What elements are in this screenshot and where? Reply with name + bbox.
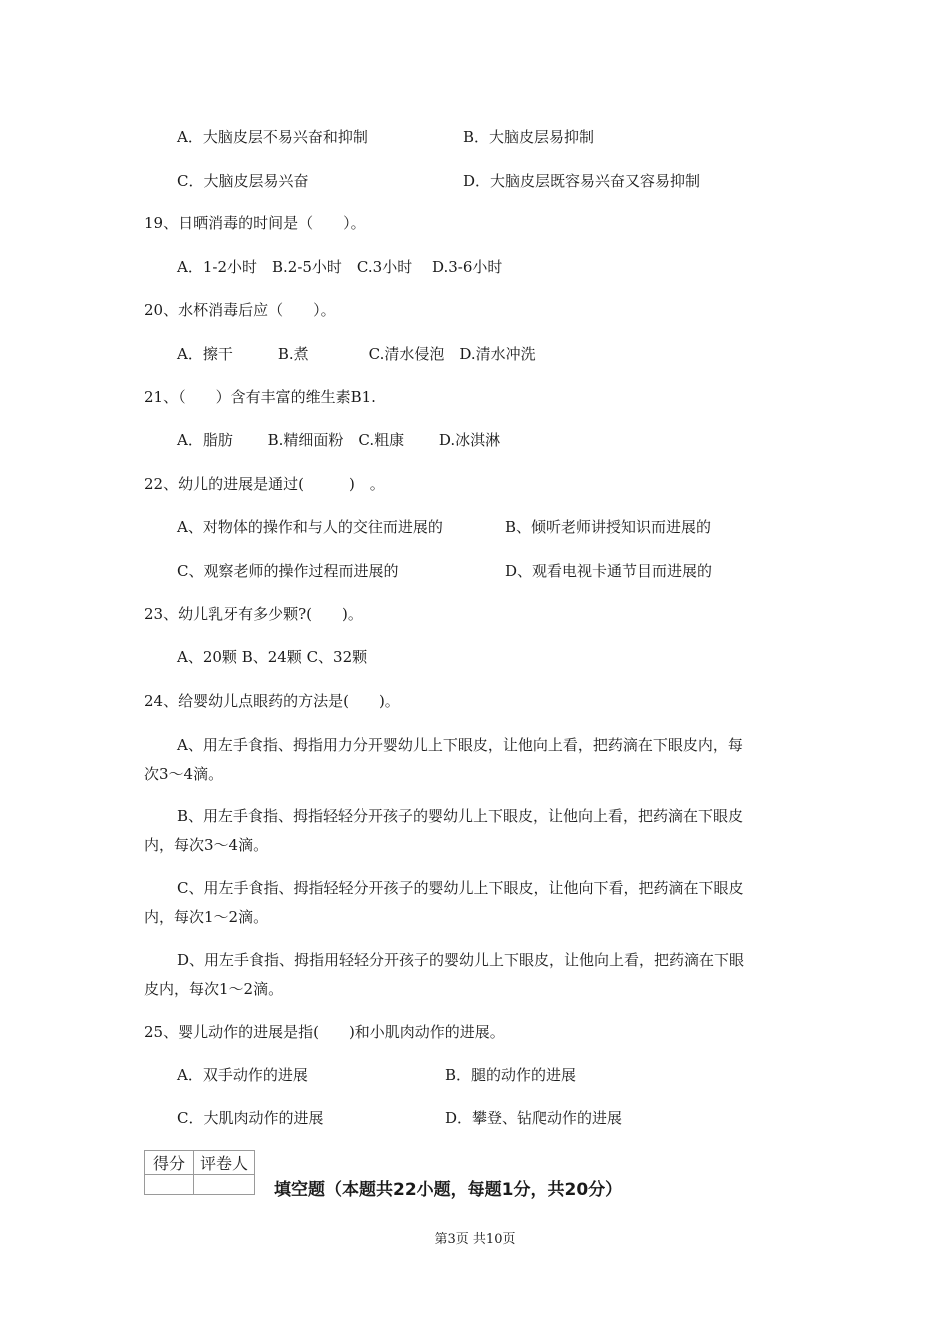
q22-option-b: B、倾听老师讲授知识而进展的 [505,518,712,536]
q18-option-b: B．大脑皮层易抑制 [463,128,595,146]
score-header: 得分 [145,1151,194,1175]
q25-option-b: B．腿的动作的进展 [445,1066,577,1084]
q25-option-a: A．双手动作的进展 [177,1066,308,1084]
q19-options: A．1-2小时 B.2-5小时 C.3小时 D.3-6小时 [177,258,503,276]
q22-option-d: D、观看电视卡通节目而进展的 [505,562,713,580]
q24-stem: 24、给婴幼儿点眼药的方法是( )。 [144,692,400,710]
q21-options: A．脂肪 B.精细面粉 C.粗康 D.冰淇淋 [177,431,501,449]
q24-option-a-line2: 次3～4滴。 [144,765,224,783]
q18-option-c: C．大脑皮层易兴奋 [177,172,309,190]
q19-stem: 19、日晒消毒的时间是（ ）。 [144,214,366,232]
q24-option-c-line1: C、用左手食指、拇指轻轻分开孩子的婴幼儿上下眼皮，让他向下看，把药滴在下眼皮 [177,879,744,897]
q18-option-a: A．大脑皮层不易兴奋和抑制 [177,128,368,146]
q24-option-a-line1: A、用左手食指、拇指用力分开婴幼儿上下眼皮，让他向上看，把药滴在下眼皮内，每 [177,736,743,754]
score-cell[interactable] [145,1175,194,1195]
q25-option-d: D．攀登、钻爬动作的进展 [445,1109,623,1127]
q24-option-b-line1: B、用左手食指、拇指轻轻分开孩子的婴幼儿上下眼皮，让他向上看，把药滴在下眼皮 [177,807,744,825]
q24-option-b-line2: 内，每次3～4滴。 [144,836,269,854]
q24-option-c-line2: 内，每次1～2滴。 [144,908,269,926]
q20-options: A．擦干 B.煮 C.清水侵泡 D.清水冲洗 [177,345,536,363]
section-title: 填空题（本题共22小题，每题1分，共20分） [274,1180,623,1200]
q21-stem: 21、（ ）含有丰富的维生素B1. [144,388,376,406]
score-table [144,1150,255,1195]
q25-stem: 25、婴儿动作的进展是指( )和小肌肉动作的进展。 [144,1023,505,1041]
q23-stem: 23、幼儿乳牙有多少颗?( )。 [144,605,363,623]
q22-option-c: C、观察老师的操作过程而进展的 [177,562,399,580]
q25-option-c: C．大肌肉动作的进展 [177,1109,324,1127]
q24-option-d-line2: 皮内，每次1～2滴。 [144,980,284,998]
q20-stem: 20、水杯消毒后应（ ）。 [144,301,336,319]
grader-header: 评卷人 [194,1151,255,1175]
q23-options: A、20颗 B、24颗 C、32颗 [177,648,368,666]
q22-stem: 22、幼儿的进展是通过( ) 。 [144,475,385,493]
q24-option-d-line1: D、用左手食指、拇指用轻轻分开孩子的婴幼儿上下眼皮，让他向上看，把药滴在下眼 [177,951,745,969]
grader-cell[interactable] [194,1175,255,1195]
q18-option-d: D．大脑皮层既容易兴奋又容易抑制 [463,172,701,190]
q22-option-a: A、对物体的操作和与人的交往而进展的 [177,518,443,536]
page-footer: 第3页 共10页 [434,1232,516,1247]
